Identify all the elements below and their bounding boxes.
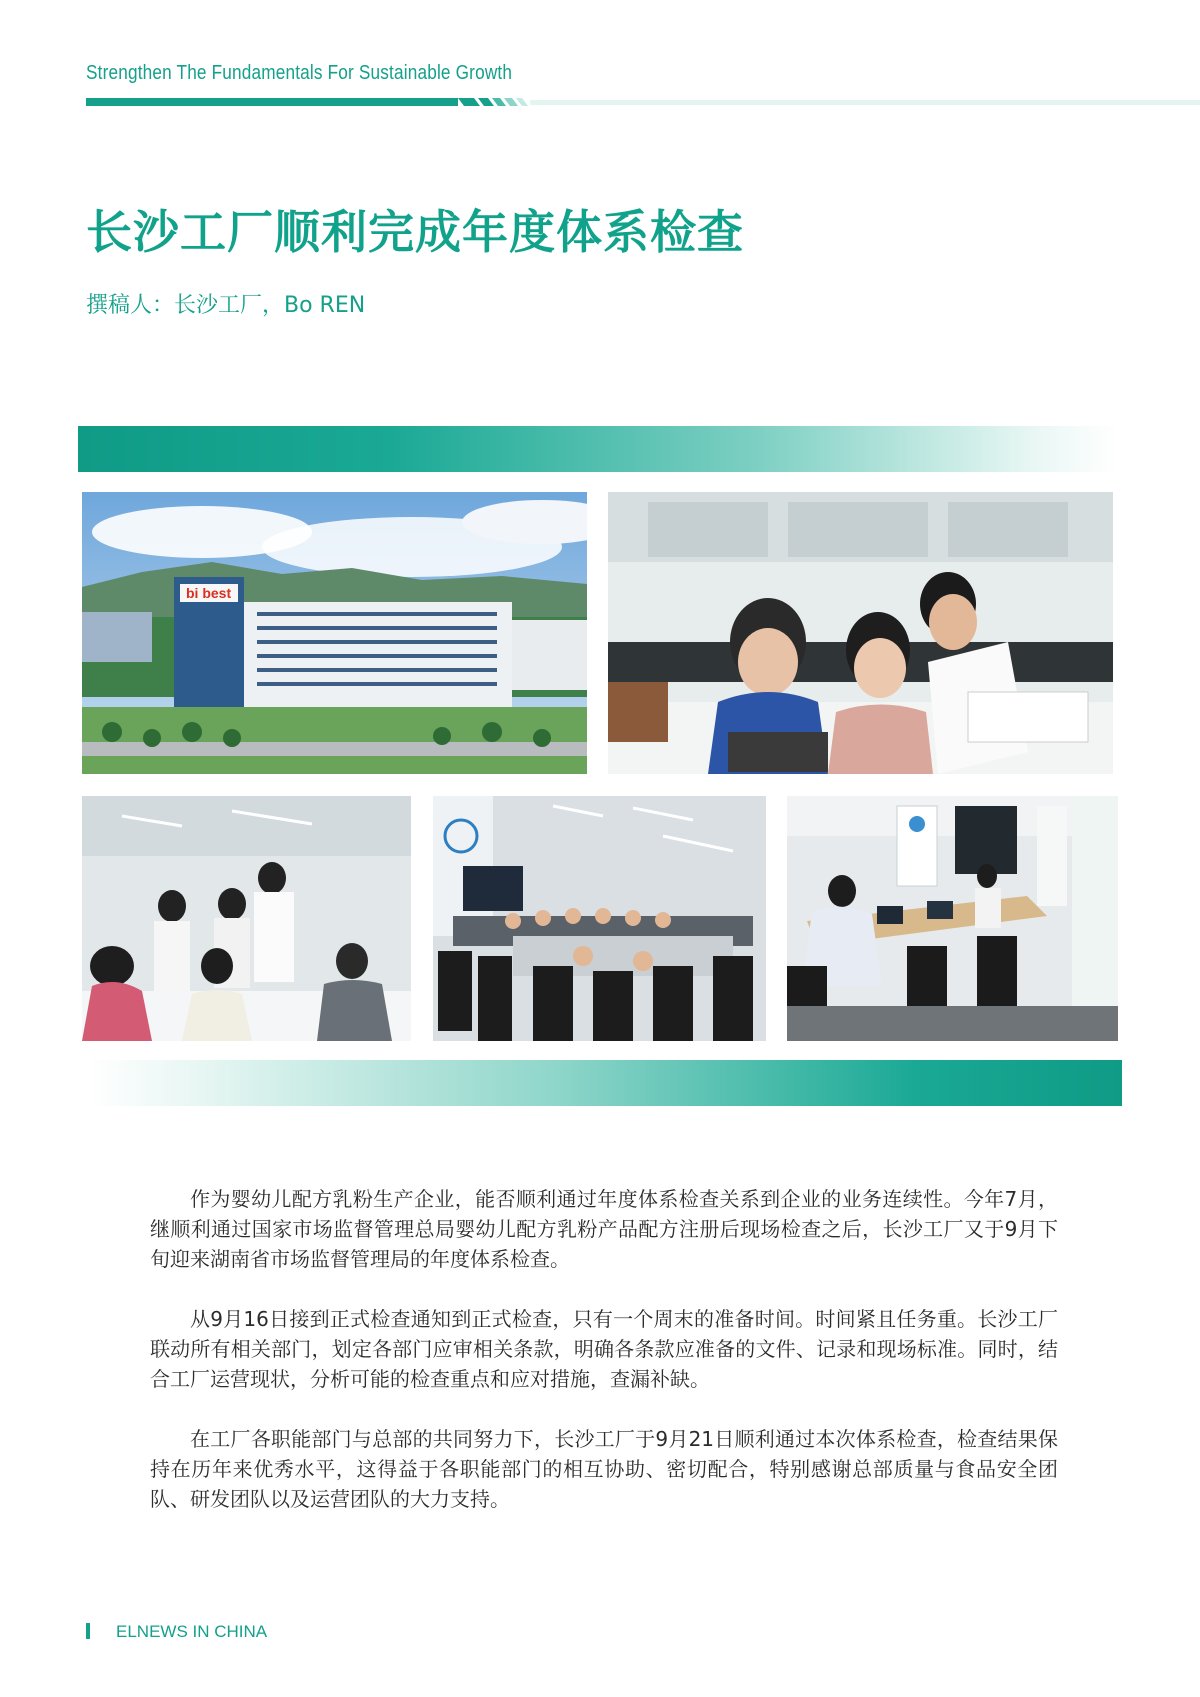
article-paragraph: 作为婴幼儿配方乳粉生产企业，能否顺利通过年度体系检查关系到企业的业务连续性。今年7月，继顺利通过国家市场监督管理总局婴幼儿配方乳粉产品配方注册后现场检查之后，长沙工厂又于9月下旬迎来湖南省市场监督管理局的年度体系检查。 xyxy=(150,1187,1058,1271)
factory-sign-text: bi best xyxy=(186,585,232,601)
article-paragraph: 从9月16日接到正式检查通知到正式检查，只有一个周末的准备时间。时间紧且任务重。长沙工厂联动所有相关部门，划定各部门应审相关条款，明确各条款应准备的文件、记录和现场标准。同时，结合工厂运营现状，分析可能的检查重点和应对措施，查漏补缺。 xyxy=(150,1307,1058,1391)
photo-band-top xyxy=(78,426,1118,472)
conference-meeting-photo xyxy=(433,796,766,1041)
article-body xyxy=(150,1184,1058,1544)
inspection-desk-photo xyxy=(608,492,1113,774)
factory-building-photo xyxy=(82,492,587,774)
team-standing-photo xyxy=(82,796,411,1041)
footer-text: ELNEWS IN CHINA xyxy=(116,1622,268,1641)
footer-marker xyxy=(86,1623,90,1639)
header-rule xyxy=(86,96,1200,106)
article-paragraph: 在工厂各职能部门与总部的共同努力下，长沙工厂于9月21日顺利通过本次体系检查，检查结果保持在历年来优秀水平，这得益于各职能部门的相互协助、密切配合，特别感谢总部质量与食品安全团队、研发团队以及运营团队的大力支持。 xyxy=(150,1427,1058,1511)
article-title: 长沙工厂顺利完成年度体系检查 xyxy=(86,205,744,259)
article-byline: 撰稿人：长沙工厂，Bo REN xyxy=(86,293,366,318)
laptop-meeting-photo xyxy=(787,796,1118,1041)
header-tagline: Strengthen The Fundamentals For Sustainable Growth xyxy=(86,62,513,84)
photo-band-bottom xyxy=(88,1060,1122,1106)
